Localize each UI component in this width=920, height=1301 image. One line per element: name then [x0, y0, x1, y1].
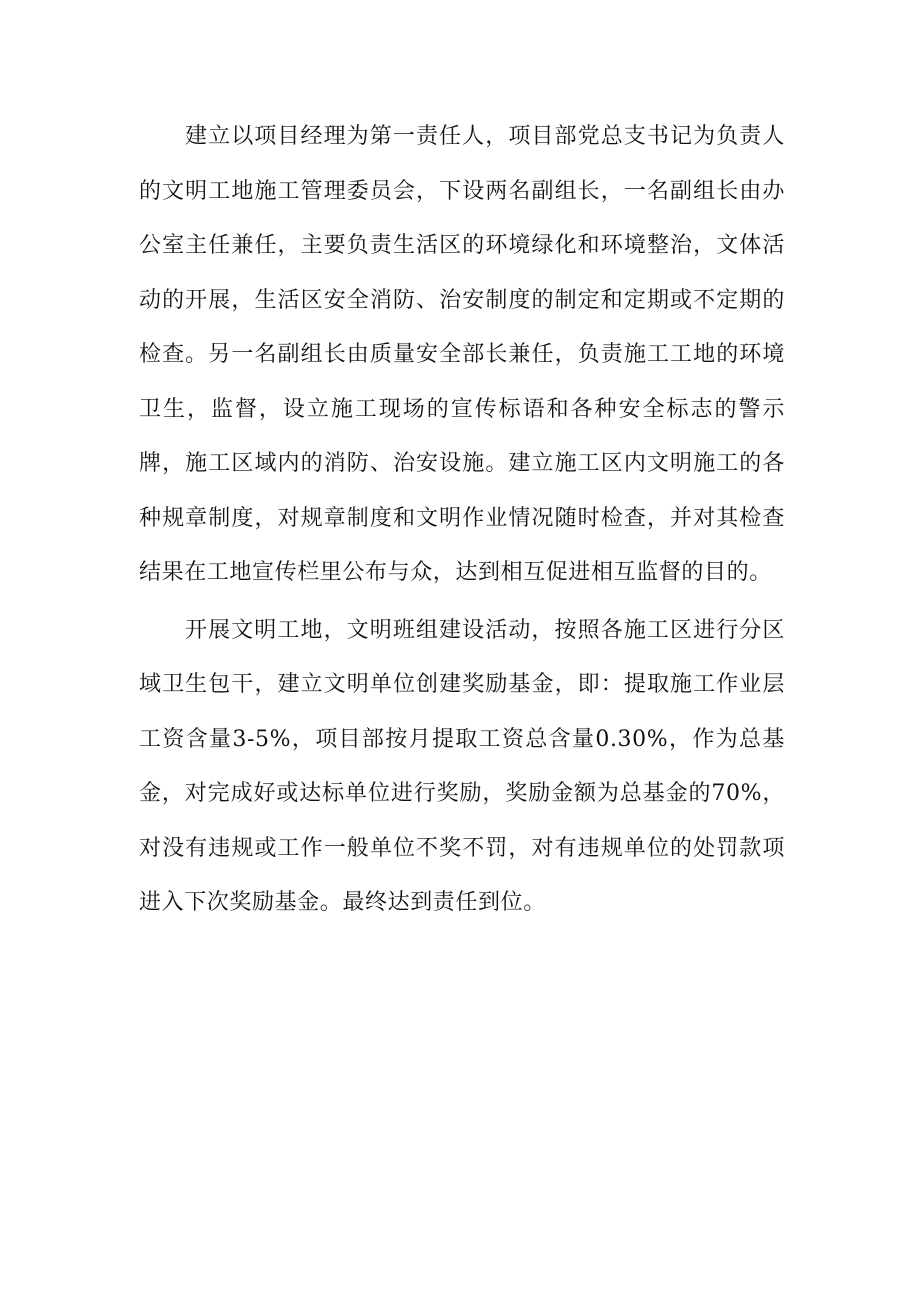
paragraph-committee: 建立以项目经理为第一责任人，项目部党总支书记为负责人的文明工地施工管理委员会，下设两名副组长，一名副组长由办公室主任兼任，主要负责生活区的环境绿化和环境整治，文体活动的开展，生活区安全消防、治安制度的制定和定期或不定期的检查。另一名副组长由质量安全部长兼任，负责施工工地的环境卫生，监督，设立施工现场的宣传标语和各种安全标志的警示牌，施工区域内的消防、治安设施。建立施工区内文明施工的各种规章制度，对规章制度和文明作业情况随时检查，并对其检查结果在工地宣传栏里公布与众，达到相互促进相互监督的目的。	[139, 124, 785, 585]
document-body	[139, 110, 785, 931]
paragraph-reward-fund: 开展文明工地，文明班组建设活动，按照各施工区进行分区域卫生包干，建立文明单位创建奖励基金，即：提取施工作业层工资含量3-5%，项目部按月提取工资总含量0.30%，作为总基金，对完成好或达标单位进行奖励，奖励金额为总基金的70%，对没有违规或工作一般单位不奖不罚，对有违规单位的处罚款项进入下次奖励基金。最终达到责任到位。	[139, 617, 785, 915]
